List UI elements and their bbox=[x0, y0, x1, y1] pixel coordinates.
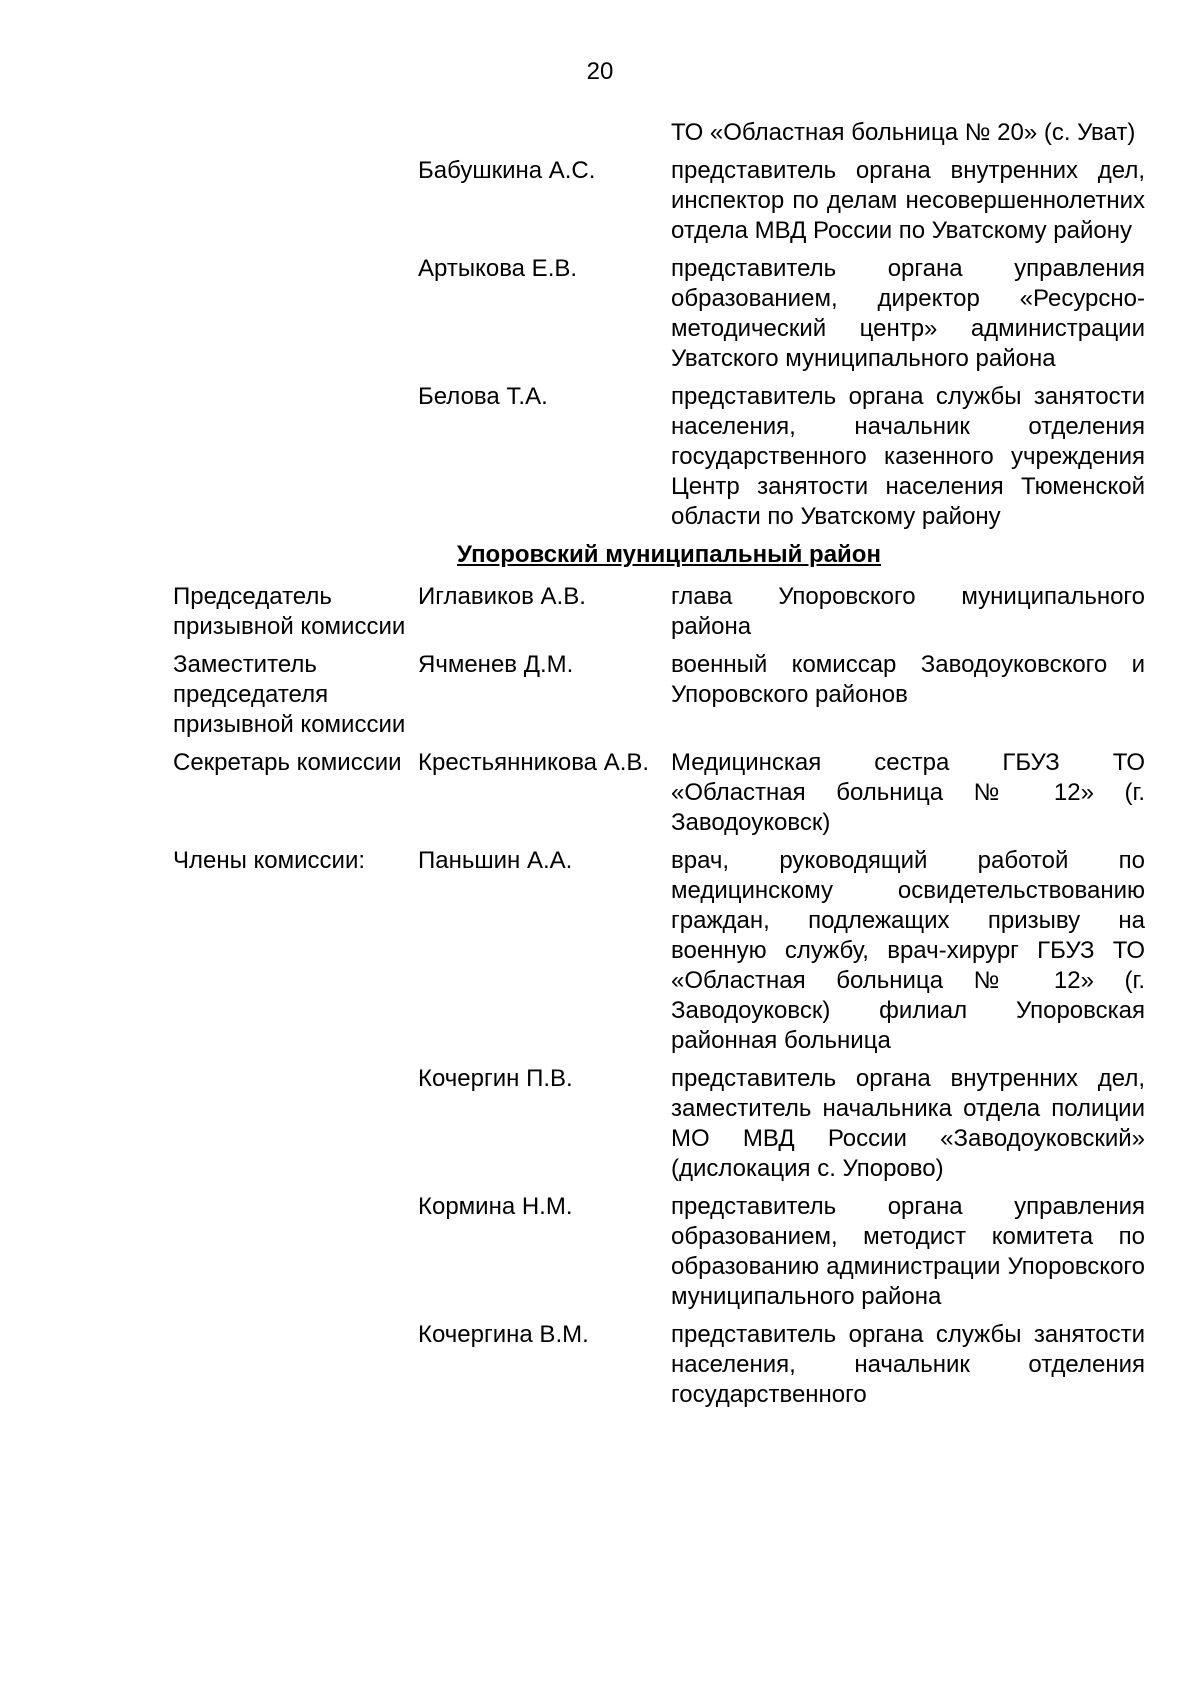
member-name: Кочергина В.М. bbox=[418, 1321, 589, 1348]
member-row bbox=[173, 748, 1145, 838]
member-name bbox=[418, 118, 671, 148]
member-row bbox=[173, 1192, 1145, 1312]
member-row bbox=[173, 846, 1145, 1056]
member-name: Кочергин П.В. bbox=[418, 1065, 573, 1092]
member-name: Ячменев Д.М. bbox=[418, 651, 574, 678]
commission-list bbox=[173, 118, 1145, 1418]
member-row bbox=[173, 254, 1145, 374]
member-name: Кормина Н.М. bbox=[418, 1193, 573, 1220]
section-heading: Упоровский муниципальный район bbox=[457, 541, 881, 568]
member-position: ТО «Областная больница № 20» (с. Уват) bbox=[671, 119, 1136, 146]
member-role: Секретарь комиссии bbox=[173, 749, 402, 776]
member-name: Бабушкина А.С. bbox=[418, 157, 596, 184]
member-row bbox=[173, 582, 1145, 642]
member-role bbox=[173, 1320, 418, 1410]
member-row bbox=[173, 650, 1145, 740]
member-position: военный комиссар Заводоуковского и Упоровского районов bbox=[671, 651, 1145, 708]
member-row bbox=[173, 156, 1145, 246]
member-role bbox=[173, 156, 418, 246]
member-position: Медицинская сестра ГБУЗ ТО «Областная больница № 12» (г. Заводоуковск) bbox=[671, 749, 1145, 836]
member-role bbox=[173, 254, 418, 374]
member-role: Члены комиссии: bbox=[173, 847, 366, 874]
member-name: Иглавиков А.В. bbox=[418, 583, 586, 610]
member-position: представитель органа службы занятости населения, начальник отделения государственного bbox=[671, 1321, 1145, 1408]
member-position: представитель органа службы занятости населения, начальник отделения государственного казенного учреждения Центр занятости населения Тюменской области по Уватскому району bbox=[671, 383, 1145, 530]
member-name: Артыкова Е.В. bbox=[418, 255, 578, 282]
member-role bbox=[173, 1192, 418, 1312]
member-position: представитель органа внутренних дел, заместитель начальника отдела полиции МО МВД России «Заводоуковский» (дислокация с. Упорово) bbox=[671, 1065, 1145, 1182]
member-name: Крестьянникова А.В. bbox=[418, 749, 650, 776]
member-position: врач, руководящий работой по медицинскому освидетельствованию граждан, подлежащих призыву на военную службу, врач-хирург ГБУЗ ТО «Областная больница № 12» (г. Заводоуковск) филиал Упоровская районная больница bbox=[671, 847, 1145, 1054]
member-name: Белова Т.А. bbox=[418, 383, 548, 410]
top-rows bbox=[173, 118, 1145, 532]
member-position: представитель органа внутренних дел, инспектор по делам несовершеннолетних отдела МВД России по Уватскому району bbox=[671, 157, 1145, 244]
member-name: Паньшин А.А. bbox=[418, 847, 573, 874]
member-position: представитель органа управления образованием, методист комитета по образованию администрации Упоровского муниципального района bbox=[671, 1193, 1145, 1310]
member-role bbox=[173, 118, 418, 148]
member-row bbox=[173, 1320, 1145, 1410]
member-position: глава Упоровского муниципального района bbox=[671, 583, 1145, 640]
member-row bbox=[173, 1064, 1145, 1184]
member-role: Заместитель председателя призывной комиссии bbox=[173, 651, 406, 738]
member-role bbox=[173, 1064, 418, 1184]
member-row bbox=[173, 118, 1145, 148]
page-number: 20 bbox=[586, 58, 614, 85]
member-role bbox=[173, 382, 418, 532]
member-role: Председатель призывной комиссии bbox=[173, 583, 406, 640]
member-position: представитель органа управления образованием, директор «Ресурсно-методический центр» администрации Уватского муниципального района bbox=[671, 255, 1145, 372]
bottom-rows bbox=[173, 582, 1145, 1410]
member-row bbox=[173, 382, 1145, 532]
